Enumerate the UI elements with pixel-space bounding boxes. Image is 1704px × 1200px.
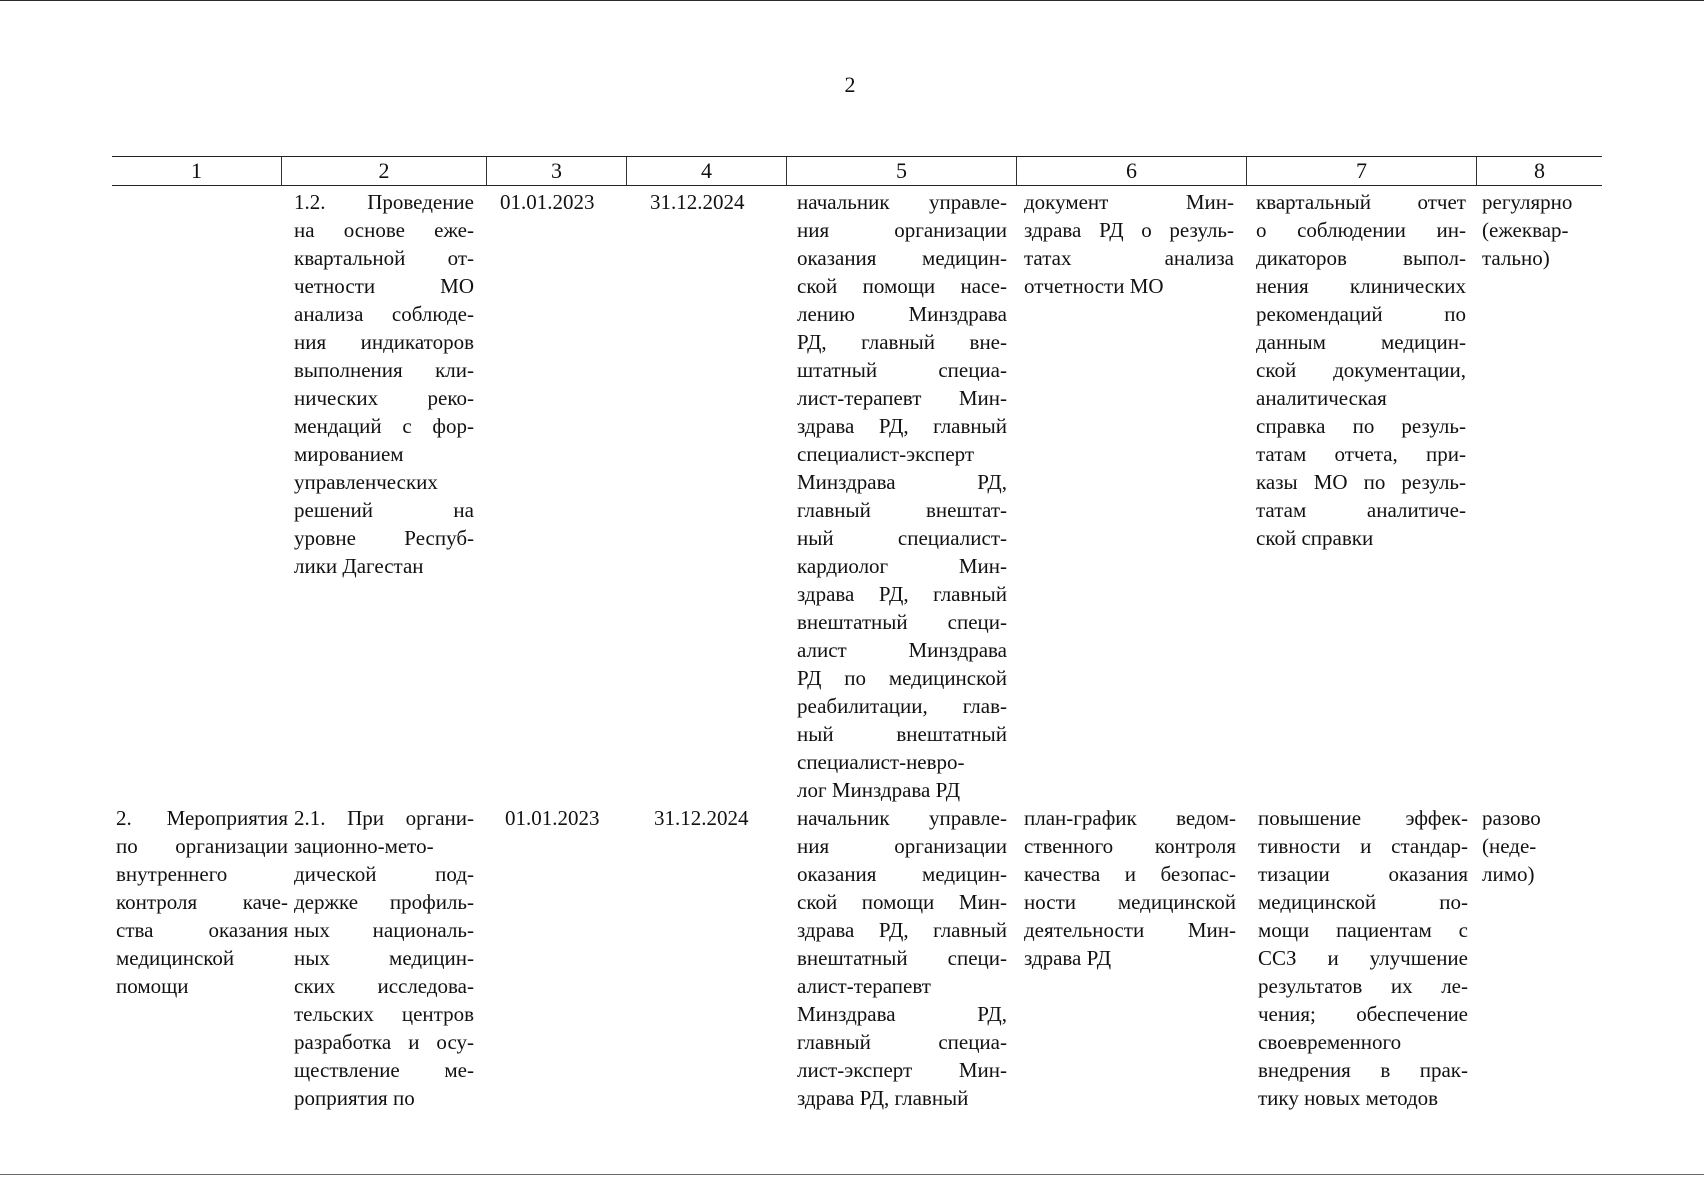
header-col-7: 7 — [1247, 157, 1477, 185]
cell-line: держке профиль- — [294, 890, 474, 914]
cell-line: лению Минздрава — [797, 302, 1007, 326]
cell-line: о соблюдении ин- — [1256, 218, 1466, 242]
cell-line: здрава РД, главный — [797, 582, 1007, 606]
cell-line: помощи — [116, 974, 189, 998]
cell-line: штатный специа- — [797, 358, 1007, 382]
cell-line: рекомендаций по — [1256, 302, 1466, 326]
header-col-3: 3 — [487, 157, 627, 185]
cell-line: качества и безопас- — [1024, 862, 1236, 886]
row1-start-date: 01.01.2023 — [500, 190, 595, 214]
cell-line: чения; обеспечение — [1258, 1002, 1468, 1026]
cell-line: выполнения кли- — [294, 358, 474, 382]
cell-line: отчетности МО — [1024, 274, 1164, 298]
cell-line: алист Минздрава — [797, 638, 1007, 662]
cell-line: реабилитации, глав- — [797, 694, 1007, 718]
cell-line: начальник управле- — [797, 190, 1007, 214]
cell-line: внутреннего — [116, 862, 228, 886]
cell-line: тельских центров — [294, 1002, 474, 1026]
cell-line: ный специалист- — [797, 526, 1007, 550]
cell-line: специалист-эксперт — [797, 442, 975, 466]
cell-line: мированием — [294, 442, 404, 466]
cell-line: ный внештатный — [797, 722, 1007, 746]
cell-line: Минздрава РД, — [797, 470, 1007, 494]
cell-line: начальник управле- — [797, 806, 1007, 830]
cell-line: ществление ме- — [294, 1058, 474, 1082]
cell-line: дической под- — [294, 862, 474, 886]
row1-frequency — [1482, 188, 1597, 272]
cell-line: ССЗ и улучшение — [1258, 946, 1468, 970]
header-col-5: 5 — [787, 157, 1017, 185]
cell-line: управленческих — [294, 470, 438, 494]
cell-line: данным медицин- — [1256, 330, 1466, 354]
cell-line: лист-эксперт Мин- — [797, 1058, 1007, 1082]
cell-line: повышение эффек- — [1258, 806, 1468, 830]
cell-line: лист-терапевт Мин- — [797, 386, 1007, 410]
header-col-2: 2 — [282, 157, 487, 185]
cell-line: оказания медицин- — [797, 862, 1007, 886]
cell-line: 2.1. При органи- — [294, 806, 474, 830]
row2-frequency — [1482, 804, 1597, 888]
cell-line: ской помощи Мин- — [797, 890, 1007, 914]
cell-line: кардиолог Мин- — [797, 554, 1007, 578]
cell-line: анализа соблюде- — [294, 302, 474, 326]
cell-line: Минздрава РД, — [797, 1002, 1007, 1026]
cell-line: дикаторов выпол- — [1256, 246, 1466, 270]
cell-line: главный специа- — [797, 1030, 1007, 1054]
cell-line: ских исследова- — [294, 974, 474, 998]
cell-line: тально) — [1482, 246, 1550, 270]
page-top-edge — [0, 0, 1704, 1]
cell-line: внедрения в прак- — [1258, 1058, 1468, 1082]
row2-end-date: 31.12.2024 — [654, 806, 749, 830]
cell-line: казы МО по резуль- — [1256, 470, 1466, 494]
cell-line: медицинской по- — [1258, 890, 1468, 914]
cell-line: алист-терапевт — [797, 974, 931, 998]
cell-line: мендаций с фор- — [294, 414, 474, 438]
header-col-4: 4 — [627, 157, 787, 185]
row1-responsible — [797, 188, 1007, 804]
row1-activity — [294, 188, 474, 580]
cell-line: справка по резуль- — [1256, 414, 1466, 438]
cell-line: разово — [1482, 806, 1541, 830]
cell-line: регулярно — [1482, 190, 1573, 214]
cell-line: аналитическая — [1256, 386, 1387, 410]
cell-line: 2. Мероприятия — [116, 806, 288, 830]
cell-line: здрава РД, главный — [797, 918, 1007, 942]
cell-line: квартальный отчет — [1256, 190, 1466, 214]
cell-line: здрава РД — [1024, 946, 1112, 970]
cell-line: внештатный специ- — [797, 610, 1007, 634]
cell-line: ства оказания — [116, 918, 288, 942]
cell-line: разработка и осу- — [294, 1030, 474, 1054]
row1-result — [1256, 188, 1466, 552]
cell-line: ности медицинской — [1024, 890, 1236, 914]
cell-line: четности МО — [294, 274, 474, 298]
cell-line: тику новых методов — [1258, 1086, 1439, 1110]
cell-line: оказания медицин- — [797, 246, 1007, 270]
row2-start-date: 01.01.2023 — [505, 806, 600, 830]
cell-line: медицинской — [116, 946, 235, 970]
cell-line: контроля каче- — [116, 890, 288, 914]
cell-line: здрава РД, главный — [797, 414, 1007, 438]
cell-line: здрава РД о резуль- — [1024, 218, 1234, 242]
cell-line: (ежеквар- — [1482, 218, 1569, 242]
cell-line: роприятия по — [294, 1086, 415, 1110]
cell-line: на основе еже- — [294, 218, 474, 242]
header-col-8: 8 — [1534, 158, 1545, 183]
cell-line: татам аналитиче- — [1256, 498, 1466, 522]
cell-line: лог Минздрава РД — [797, 778, 961, 802]
row2-responsible — [797, 804, 1007, 1112]
cell-line: лики Дагестан — [294, 554, 424, 578]
cell-line: ния организации — [797, 218, 1007, 242]
cell-line: документ Мин- — [1024, 190, 1234, 214]
cell-line: план-график ведом- — [1024, 806, 1236, 830]
cell-line: результатов их ле- — [1258, 974, 1468, 998]
cell-line: РД, главный вне- — [797, 330, 1007, 354]
cell-line: решений на — [294, 498, 474, 522]
cell-line: (неде- — [1482, 834, 1537, 858]
header-col-6: 6 — [1017, 157, 1247, 185]
row2-document — [1024, 804, 1236, 972]
cell-line: ской документации, — [1256, 358, 1466, 382]
page-number: 2 — [844, 72, 856, 97]
row1-document — [1024, 188, 1234, 300]
cell-line: тизации оказания — [1258, 862, 1468, 886]
row2-activity — [294, 804, 474, 1112]
cell-line: ных медицин- — [294, 946, 474, 970]
cell-line: квартальной от- — [294, 246, 474, 270]
cell-line: зационно-мето- — [294, 834, 434, 858]
cell-line: мощи пациентам с — [1258, 918, 1468, 942]
cell-line: уровне Респуб- — [294, 526, 474, 550]
cell-line: нических реко- — [294, 386, 474, 410]
cell-line: внештатный специ- — [797, 946, 1007, 970]
cell-line: ния индикаторов — [294, 330, 474, 354]
cell-line: своевременного — [1258, 1030, 1402, 1054]
row2-section — [116, 804, 288, 1000]
cell-line: тивности и стандар- — [1258, 834, 1468, 858]
cell-line: ской справки — [1256, 526, 1374, 550]
cell-line: ственного контроля — [1024, 834, 1236, 858]
cell-line: РД по медицинской — [797, 666, 1007, 690]
cell-line: нения клинических — [1256, 274, 1466, 298]
cell-line: ния организации — [797, 834, 1007, 858]
cell-line: по организации — [116, 834, 288, 858]
page-bottom-edge — [0, 1174, 1704, 1175]
row2-result — [1258, 804, 1468, 1112]
cell-line: ных националь- — [294, 918, 474, 942]
row1-end-date: 31.12.2024 — [650, 190, 745, 214]
cell-line: лимо) — [1482, 862, 1535, 886]
cell-line: деятельности Мин- — [1024, 918, 1236, 942]
cell-line: здрава РД, главный — [797, 1086, 969, 1110]
cell-line: главный внештат- — [797, 498, 1007, 522]
cell-line: специалист-невро- — [797, 750, 965, 774]
cell-line: татам отчета, при- — [1256, 442, 1466, 466]
header-col-1: 1 — [112, 157, 282, 185]
cell-line: ской помощи насе- — [797, 274, 1007, 298]
table-header-row — [112, 156, 1602, 186]
cell-line: 1.2. Проведение — [294, 190, 474, 214]
cell-line: татах анализа — [1024, 246, 1234, 270]
